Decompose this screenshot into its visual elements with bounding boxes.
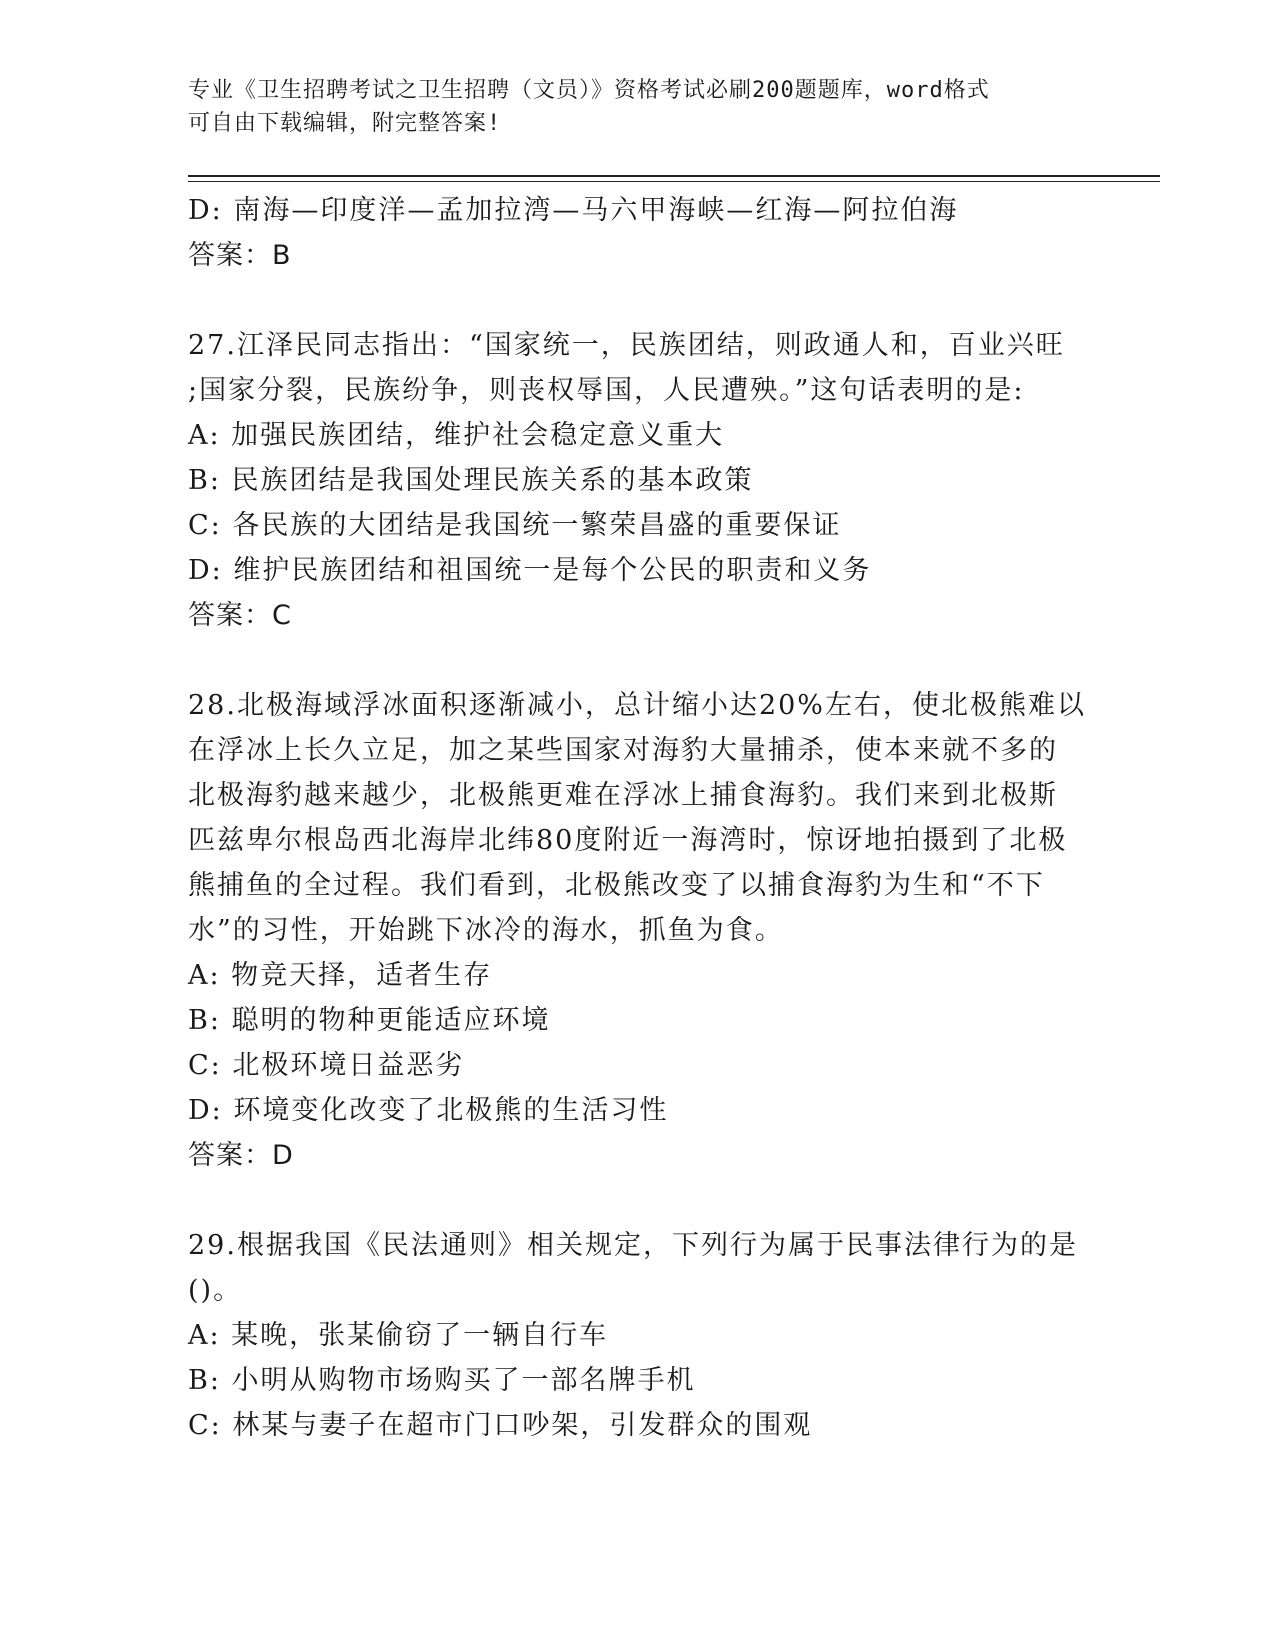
question-29-option-b: B: 小明从购物市场购买了一部名牌手机 <box>188 1365 696 1396</box>
question-28-option-d: D: 环境变化改变了北极熊的生活习性 <box>188 1095 669 1126</box>
question-29-line-1: 29.根据我国《民法通则》相关规定，下列行为属于民事法律行为的是 <box>188 1230 1078 1261</box>
header-divider-thick <box>188 175 1160 177</box>
question-content <box>188 188 1088 1448</box>
question-28-line-6: 水”的习性，开始跳下冰冷的海水，抓鱼为食。 <box>188 915 784 946</box>
prev-option-d: D: 南海—印度洋—孟加拉湾—马六甲海峡—红海—阿拉伯海 <box>188 195 959 226</box>
header-divider-thin <box>188 181 1160 182</box>
question-28-answer: 答案：D <box>188 1140 294 1171</box>
question-28-option-a: A: 物竞天择，适者生存 <box>188 960 493 991</box>
question-28-option-b: B: 聪明的物种更能适应环境 <box>188 1005 551 1036</box>
question-28-line-5: 熊捕鱼的全过程。我们看到，北极熊改变了以捕食海豹为生和“不下 <box>188 870 1045 901</box>
spacer <box>188 278 1088 323</box>
question-29-option-c: C: 林某与妻子在超市门口吵架，引发群众的围观 <box>188 1410 813 1441</box>
question-27-option-a: A: 加强民族团结，维护社会稳定意义重大 <box>188 420 725 451</box>
header-line-1: 专业《卫生招聘考试之卫生招聘（文员）》资格考试必刷200题题库，word格式 <box>188 78 990 103</box>
question-27-option-b: B: 民族团结是我国处理民族关系的基本政策 <box>188 465 754 496</box>
question-28-line-3: 北极海豹越来越少，北极熊更难在浮冰上捕食海豹。我们来到北极斯 <box>188 780 1058 811</box>
question-29-line-2: ()。 <box>188 1275 243 1306</box>
question-27-option-c: C: 各民族的大团结是我国统一繁荣昌盛的重要保证 <box>188 510 842 541</box>
question-28-line-1: 28.北极海域浮冰面积逐渐减小，总计缩小达20%左右，使北极熊难以 <box>188 690 1086 721</box>
question-27-line-1: 27.江泽民同志指出：“国家统一，民族团结，则政通人和，百业兴旺 <box>188 330 1065 361</box>
question-28-option-c: C: 北极环境日益恶劣 <box>188 1050 465 1081</box>
question-29-option-a: A: 某晚，张某偷窃了一辆自行车 <box>188 1320 609 1351</box>
question-28-line-2: 在浮冰上长久立足，加之某些国家对海豹大量捕杀，使本来就不多的 <box>188 735 1058 766</box>
question-27 <box>188 323 1088 638</box>
question-27-answer: 答案：C <box>188 600 292 631</box>
question-29 <box>188 1223 1088 1448</box>
header-line-2: 可自由下载编辑，附完整答案! <box>188 111 502 136</box>
question-27-option-d: D: 维护民族团结和祖国统一是每个公民的职责和义务 <box>188 555 872 586</box>
question-28 <box>188 683 1088 1178</box>
prev-answer: 答案：B <box>188 240 292 271</box>
page-header <box>188 74 1088 140</box>
question-27-line-2: ;国家分裂，民族纷争，则丧权辱国，人民遭殃。”这句话表明的是: <box>188 375 1025 406</box>
question-28-line-4: 匹兹卑尔根岛西北海岸北纬80度附近一海湾时，惊讶地拍摄到了北极 <box>188 825 1068 856</box>
spacer <box>188 638 1088 683</box>
spacer <box>188 1178 1088 1223</box>
